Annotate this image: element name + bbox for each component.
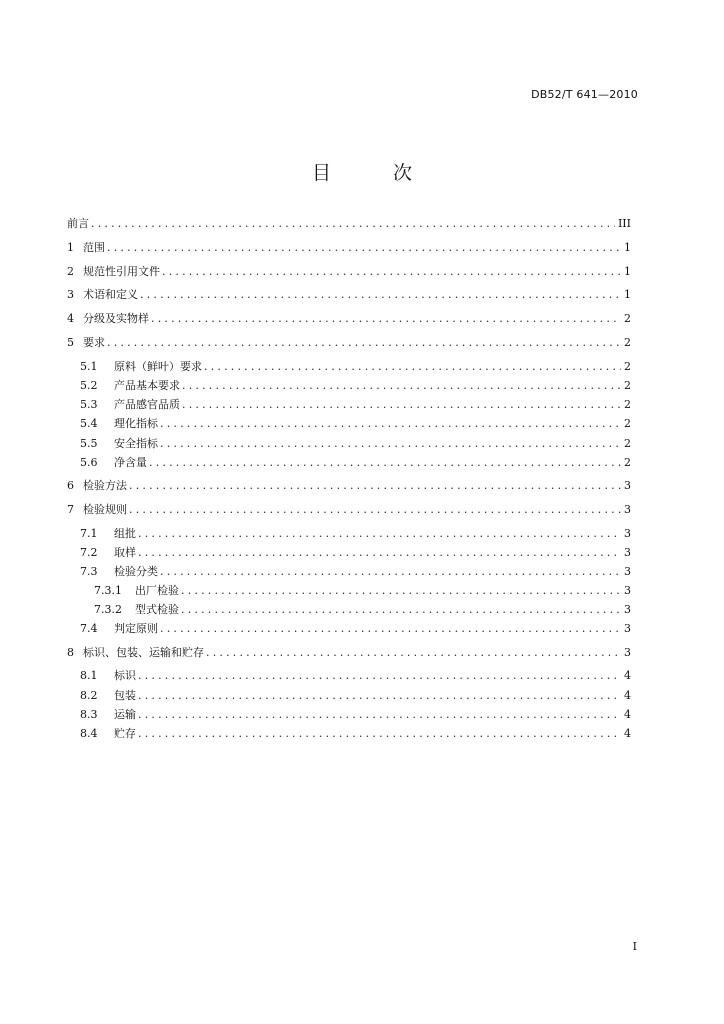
toc-entry-number: 6 [67,478,74,492]
toc-entry[interactable] [67,310,631,334]
toc-entry-label: 包装 [114,688,136,702]
dot-leader [138,708,621,721]
toc-entry-number: 7.2 [80,545,98,559]
dot-leader [182,398,621,411]
toc-entry-page: 3 [624,564,631,578]
toc-entry-page: 2 [624,455,631,469]
table-of-contents [67,215,631,744]
toc-entry-page: 3 [624,478,631,492]
toc-entry-label: 理化指标 [114,417,158,431]
toc-entry-page: 3 [624,622,631,636]
toc-entry-label: 净含量 [114,455,147,469]
toc-entry-label: 运输 [114,707,136,721]
dot-leader [91,217,615,230]
toc-entry[interactable] [67,415,631,434]
dot-leader [138,669,621,682]
toc-entry-number: 8.3 [80,707,98,721]
standard-code: DB52/T 641—2010 [531,88,638,101]
toc-entry-number: 5.6 [80,455,98,469]
toc-entry-page: 2 [624,436,631,450]
toc-entry-page: III [617,217,631,230]
toc-entry[interactable] [67,263,631,287]
dot-leader [181,584,621,597]
toc-entry-number: 8 [67,645,74,659]
toc-entry[interactable] [67,620,631,639]
toc-entry-label: 规范性引用文件 [83,264,160,278]
toc-entry[interactable] [67,525,631,544]
dot-leader [160,437,621,450]
toc-entry-page: 4 [624,688,631,702]
toc-entry-page: 1 [624,288,631,302]
toc-entry-label: 前言 [67,217,89,230]
toc-entry-number: 5.4 [80,417,98,431]
dot-leader [160,417,621,430]
toc-entry-page: 4 [624,669,631,683]
toc-entry-label: 型式检验 [135,603,179,617]
toc-entry-number: 5.2 [80,378,98,392]
toc-entry-page: 2 [624,359,631,373]
toc-entry-page: 4 [624,726,631,740]
toc-entry-label: 检验分类 [114,564,158,578]
toc-entry[interactable] [67,215,631,239]
toc-entry[interactable] [67,334,631,358]
toc-entry-label: 贮存 [114,726,136,740]
toc-entry[interactable] [67,687,631,706]
toc-entry-page: 3 [624,584,631,598]
toc-entry-page: 2 [624,312,631,326]
toc-entry-label: 安全指标 [114,436,158,450]
toc-entry-label: 标识、包装、运输和贮存 [83,645,204,659]
toc-entry[interactable] [67,563,631,582]
page-number: I [632,940,637,953]
toc-entry-page: 3 [624,545,631,559]
toc-entry-label: 检验规则 [83,502,127,516]
toc-entry-page: 3 [624,526,631,540]
toc-entry-number: 7.1 [80,526,98,540]
dot-leader [206,646,621,659]
dot-leader [107,336,621,349]
toc-entry-label: 取样 [114,545,136,559]
toc-entry[interactable] [67,358,631,377]
dot-leader [138,727,621,740]
dot-leader [160,565,621,578]
toc-entry[interactable] [67,644,631,668]
toc-entry[interactable] [67,396,631,415]
toc-entry-number: 7 [67,502,74,516]
toc-entry[interactable] [67,286,631,310]
toc-entry-label: 组批 [114,526,136,540]
toc-entry[interactable] [67,239,631,263]
toc-entry-page: 2 [624,335,631,349]
toc-entry[interactable] [67,582,631,601]
toc-entry-number: 7.4 [80,622,98,636]
dot-leader [160,622,621,635]
toc-entry-label: 术语和定义 [83,288,138,302]
toc-entry-number: 5.1 [80,359,98,373]
toc-entry-label: 判定原则 [114,622,158,636]
dot-leader [129,503,621,516]
toc-entry-number: 5.5 [80,436,98,450]
toc-entry[interactable] [67,477,631,501]
page-title: 目 次 [311,162,441,184]
toc-entry[interactable] [67,454,631,473]
toc-entry[interactable] [67,501,631,525]
toc-entry-number: 8.2 [80,688,98,702]
dot-leader [151,312,621,325]
toc-entry-label: 产品基本要求 [114,378,180,392]
toc-entry-page: 3 [624,603,631,617]
toc-entry-label: 原料（鲜叶）要求 [114,359,202,373]
toc-entry-page: 3 [624,502,631,516]
toc-entry-label: 检验方法 [83,478,127,492]
toc-entry-number: 2 [67,264,74,278]
toc-entry-page: 4 [624,707,631,721]
dot-leader [162,265,621,278]
dot-leader [182,379,621,392]
dot-leader [140,288,621,301]
toc-entry[interactable] [67,435,631,454]
dot-leader [138,527,621,540]
toc-entry-number: 1 [67,240,74,254]
toc-entry-page: 1 [624,264,631,278]
dot-leader [138,546,621,559]
toc-entry-page: 1 [624,240,631,254]
toc-entry-number: 4 [67,312,74,326]
toc-entry-page: 2 [624,398,631,412]
dot-leader [181,603,621,616]
toc-entry-page: 2 [624,378,631,392]
toc-entry-page: 3 [624,645,631,659]
toc-entry-label: 产品感官品质 [114,398,180,412]
toc-entry[interactable] [67,544,631,563]
toc-entry-number: 8.1 [80,669,98,683]
toc-entry-number: 5 [67,335,74,349]
dot-leader [129,479,621,492]
dot-leader [149,456,621,469]
toc-entry[interactable] [67,601,631,620]
toc-entry-number: 7.3.1 [94,584,122,598]
toc-entry-number: 3 [67,288,74,302]
toc-entry-number: 5.3 [80,398,98,412]
toc-entry-label: 分级及实物样 [83,312,149,326]
toc-entry-label: 要求 [83,335,105,349]
toc-entry[interactable] [67,725,631,744]
toc-entry-page: 2 [624,417,631,431]
dot-leader [107,241,621,254]
toc-entry-number: 7.3 [80,564,98,578]
toc-entry-label: 出厂检验 [135,584,179,598]
toc-entry-number: 7.3.2 [94,603,122,617]
toc-entry-label: 范围 [83,240,105,254]
dot-leader [138,689,621,702]
toc-entry[interactable] [67,706,631,725]
toc-entry[interactable] [67,667,631,686]
toc-entry[interactable] [67,377,631,396]
toc-entry-label: 标识 [114,669,136,683]
dot-leader [204,360,621,373]
toc-entry-number: 8.4 [80,726,98,740]
